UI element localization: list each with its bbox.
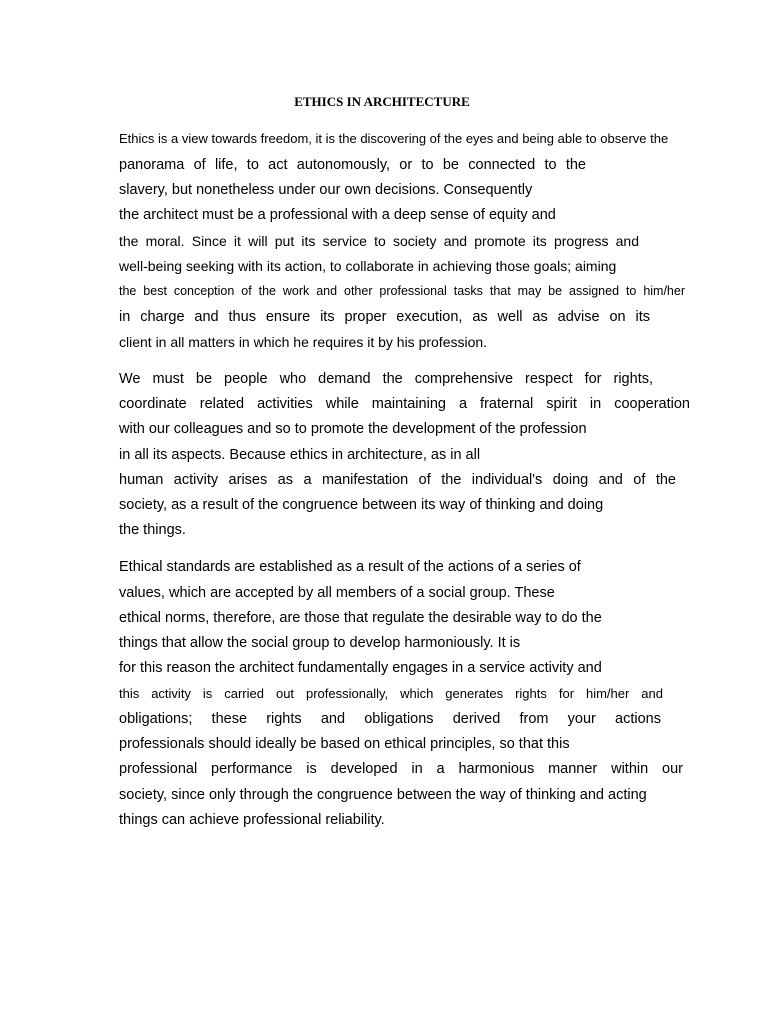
paragraph-2-line-3: with our colleagues and so to promote the development of the profession xyxy=(119,421,587,437)
paragraph-2-line-5: human activity arises as a manifestation of the individual's doing and of the xyxy=(119,472,676,488)
paragraph-3-line-11: things can achieve professional reliability. xyxy=(119,812,385,828)
paragraph-3-line-5: for this reason the architect fundamentally engages in a service activity and xyxy=(119,660,602,676)
paragraph-3-line-10: society, since only through the congruence between the way of thinking and acting xyxy=(119,787,647,803)
paragraph-3-line-9: professional performance is developed in a harmonious manner within our xyxy=(119,761,683,777)
paragraph-3-line-4: things that allow the social group to develop harmoniously. It is xyxy=(119,635,521,651)
paragraph-3-line-8: professionals should ideally be based on ethical principles, so that this xyxy=(119,736,570,752)
paragraph-1-line-5: the moral. Since it will put its service to society and promote its progress and xyxy=(119,233,639,249)
paragraph-2-line-6: society, as a result of the congruence between its way of thinking and doing xyxy=(119,497,604,513)
paragraph-1-line-6: well-being seeking with its action, to collaborate in achieving those goals; aiming xyxy=(119,258,617,274)
paragraph-2-line-1: We must be people who demand the comprehensive respect for rights, xyxy=(119,371,653,387)
paragraph-1-line-1: Ethics is a view towards freedom, it is the discovering of the eyes and being able to observe the xyxy=(119,131,669,146)
paragraph-2-line-2: coordinate related activities while maintaining a fraternal spirit in cooperation xyxy=(119,396,690,412)
paragraph-3-line-3: ethical norms, therefore, are those that regulate the desirable way to do the xyxy=(119,610,602,626)
paragraph-3-line-6: this activity is carried out professionally, which generates rights for him/her and xyxy=(119,686,663,701)
paragraph-1-line-4: the architect must be a professional with a deep sense of equity and xyxy=(119,207,556,223)
document-title xyxy=(0,94,768,110)
paragraph-1-line-2: panorama of life, to act autonomously, or to be connected to the xyxy=(119,157,586,173)
paragraph-3-line-2: values, which are accepted by all members of a social group. These xyxy=(119,585,555,601)
paragraph-3-line-1: Ethical standards are established as a result of the actions of a series of xyxy=(119,559,581,575)
paragraph-2-line-7: the things. xyxy=(119,522,186,538)
paragraph-1-line-7: the best conception of the work and other professional tasks that may be assigned to him/her xyxy=(119,284,685,298)
paragraph-2-line-4: in all its aspects. Because ethics in architecture, as in all xyxy=(119,447,481,463)
paragraph-1-line-9: client in all matters in which he requires it by his profession. xyxy=(119,334,488,350)
paragraph-1-line-8: in charge and thus ensure its proper execution, as well as advise on its xyxy=(119,309,650,325)
paragraph-1-line-3: slavery, but nonetheless under our own decisions. Consequently xyxy=(119,182,533,198)
document-title-text: ETHICS IN ARCHITECTURE xyxy=(294,94,470,109)
paragraph-3-line-7: obligations; these rights and obligations derived from your actions xyxy=(119,711,661,727)
